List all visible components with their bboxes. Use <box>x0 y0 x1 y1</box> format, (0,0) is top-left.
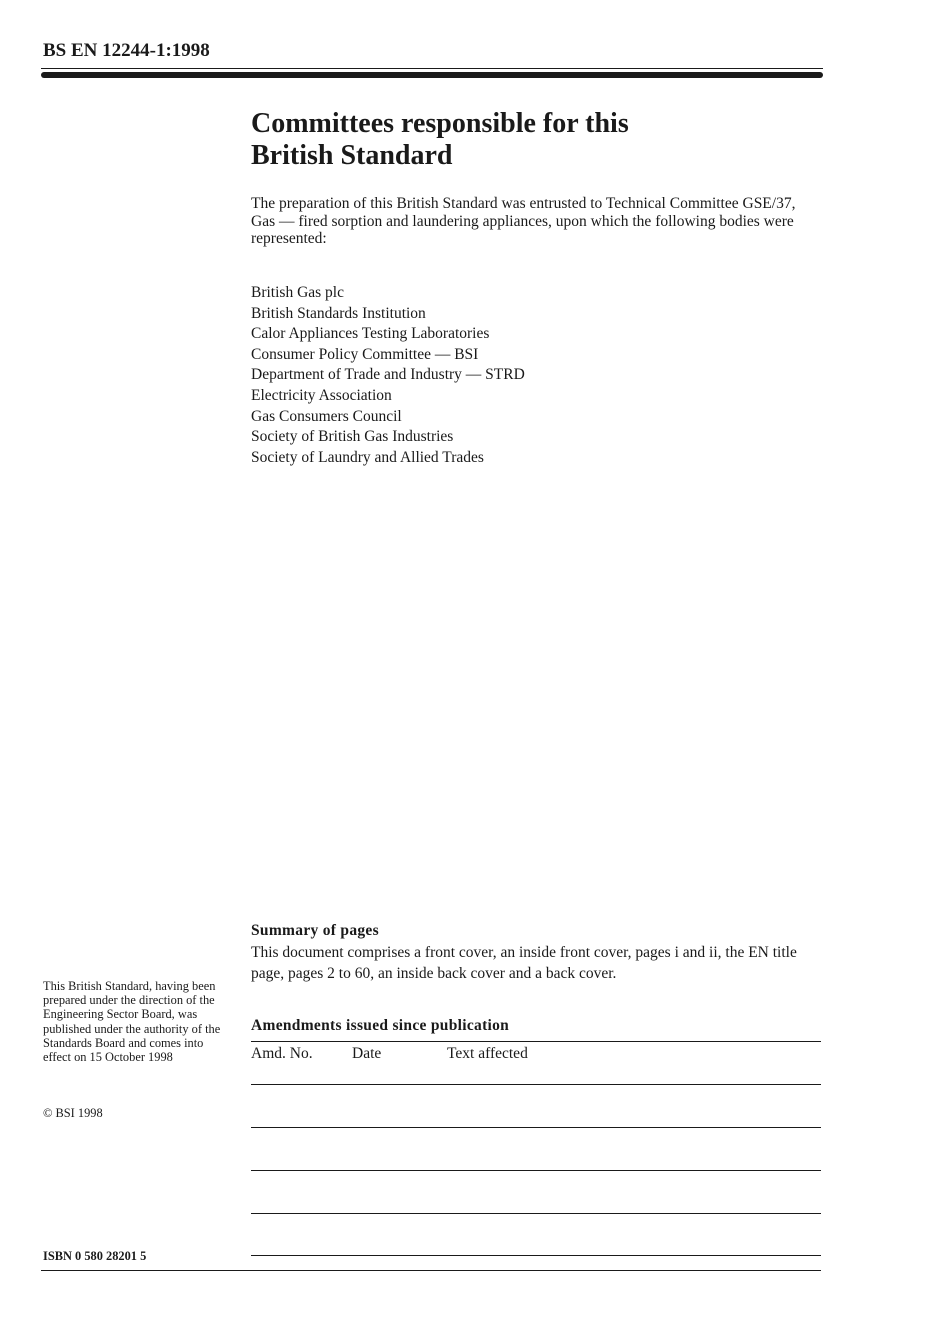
intro-paragraph: The preparation of this British Standard was entrusted to Technical Committee GSE/37, Gas — fired sorption and laundering appliances, upon which the following bodies were represented: <box>251 195 796 247</box>
page-title <box>251 108 811 172</box>
isbn: ISBN 0 580 28201 5 <box>43 1249 147 1263</box>
document-id: BS EN 12244-1:1998 <box>43 40 210 61</box>
amendments-col-date: Date <box>352 1045 382 1062</box>
amendments-rule-top <box>251 1041 821 1042</box>
summary-text: This document comprises a front cover, an inside front cover, pages i and ii, the EN title page, pages 2 to 60, an inside back cover and a back cover. <box>251 944 797 982</box>
page-title-line-2: British Standard <box>251 140 453 171</box>
list-item: British Gas plc <box>251 284 344 301</box>
amendments-col-text-affected: Text affected <box>447 1045 528 1062</box>
list-item: Gas Consumers Council <box>251 407 402 425</box>
page-title-line-1: Committees responsible for this <box>251 108 629 139</box>
amendments-row-rule <box>251 1255 821 1256</box>
summary-heading: Summary of pages <box>251 922 379 939</box>
footer-rule <box>41 1270 821 1271</box>
list-item: Society of Laundry and Allied Trades <box>251 448 484 466</box>
copyright-notice: © BSI 1998 <box>43 1106 103 1120</box>
list-item: Society of British Gas Industries <box>251 428 454 446</box>
amendments-row-rule <box>251 1213 821 1214</box>
list-item: Calor Appliances Testing Laboratories <box>251 325 490 343</box>
list-item: Consumer Policy Committee — BSI <box>251 345 479 363</box>
amendments-col-amd-no: Amd. No. <box>251 1045 313 1062</box>
list-item: British Standards Institution <box>251 304 426 322</box>
amendments-heading: Amendments issued since publication <box>251 1017 510 1034</box>
header-rule-thick <box>41 72 823 78</box>
amendments-row-rule <box>251 1170 821 1171</box>
list-item: Department of Trade and Industry — STRD <box>251 366 525 384</box>
list-item: Electricity Association <box>251 386 392 404</box>
amendments-row-rule <box>251 1084 821 1085</box>
amendments-row-rule <box>251 1127 821 1128</box>
header-rule-thin <box>41 68 823 69</box>
authority-statement: This British Standard, having been prepared under the direction of the Engineering Sector Board, was published under the authority of the Standards Board and comes into effect on 15 October 1998 <box>43 979 221 1065</box>
represented-bodies-list <box>251 283 525 468</box>
